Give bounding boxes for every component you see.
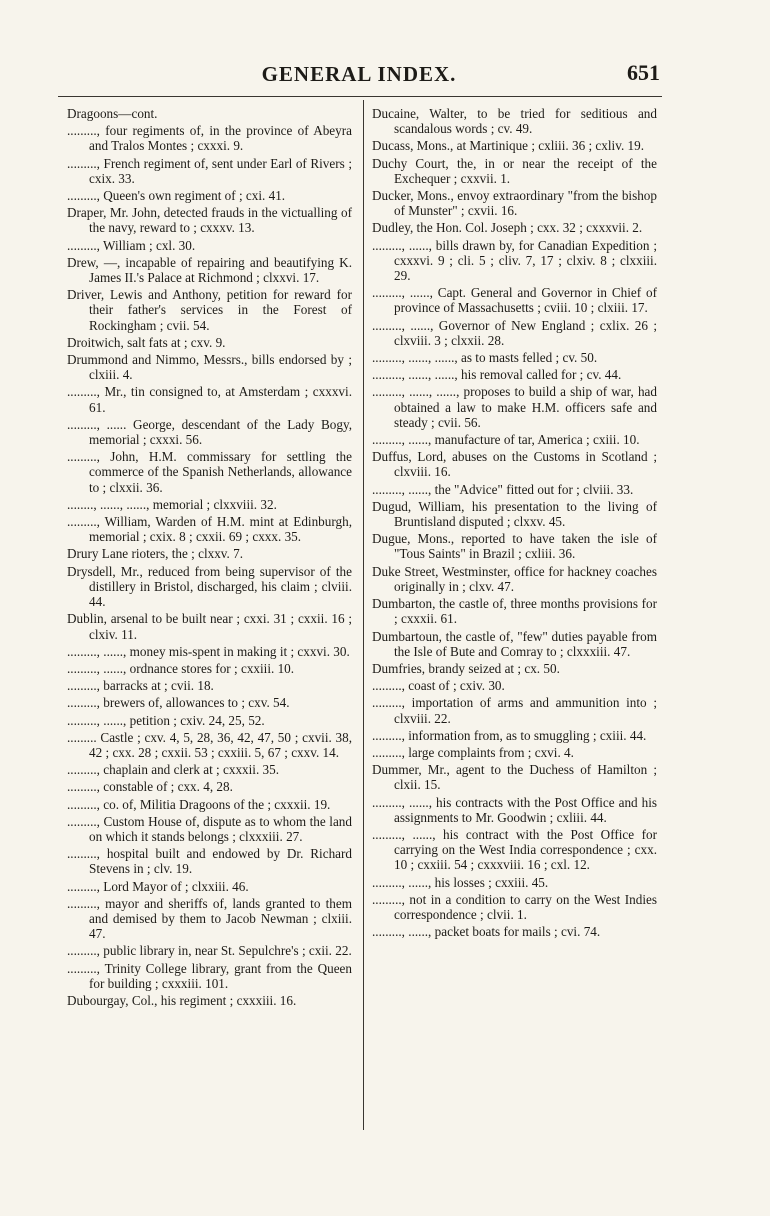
page-number: 651	[627, 60, 660, 85]
index-entry: ........., ......, packet boats for mails ; cvi. 74.	[372, 924, 601, 940]
index-entry: ........., William, Warden of H.M. mint at Edinburgh, memorial ; cxix. 8 ; cxxii. 69 ; cxxx. 35.	[67, 514, 352, 545]
index-entry: ........., mayor and sheriffs of, lands granted to them and demised by them to Jacob Newman ; clxiii. 47.	[67, 895, 352, 942]
header-rule	[58, 96, 662, 97]
index-entry: ........., Trinity College library, grant from the Queen for building ; cxxxiii. 101.	[67, 960, 352, 991]
index-entry: ........., large complaints from ; cxvi. 4.	[372, 744, 574, 760]
index-entry: ........., ......, ordnance stores for ; cxxiii. 10.	[67, 660, 295, 676]
index-entry: ........., Queen's own regiment of ; cxi. 41.	[67, 188, 286, 204]
index-entry: ........., William ; cxl. 30.	[67, 237, 196, 253]
index-entry: ........., ......, his losses ; cxxiii. 45.	[372, 874, 549, 890]
index-entry: ........., Mr., tin consigned to, at Amsterdam ; cxxxvi. 61.	[67, 384, 352, 415]
index-entry: ........., ......, bills drawn by, for Canadian Expedition ; cxxxvi. 9 ; cli. 5 ; cliv. 7, 17 ; clxiv. 8 ; clxxiii. 29.	[372, 237, 657, 284]
index-entry: ........., ......, ......, as to masts felled ; cv. 50.	[372, 350, 598, 366]
index-entry: Dugud, William, his presentation to the living of Bruntisland disputed ; clxxv. 45.	[372, 498, 657, 530]
page-header	[58, 62, 660, 90]
index-entry: ........., hospital built and endowed by Dr. Richard Stevens in ; clv. 19.	[67, 846, 352, 877]
index-entry: ........., information from, as to smuggling ; cxiii. 44.	[372, 727, 647, 743]
index-entry: ........., four regiments of, in the province of Abeyra and Tralos Montes ; cxxxi. 9.	[67, 123, 352, 154]
index-entry: Duke Street, Westminster, office for hackney coaches originally in ; clxv. 47.	[372, 563, 657, 594]
right-column	[372, 106, 657, 941]
index-entry: ........., coast of ; cxiv. 30.	[372, 678, 505, 694]
index-entry: ........., importation of arms and ammunition into ; clxviii. 22.	[372, 695, 657, 726]
index-entry: ........., ......, petition ; cxiv. 24, 25, 52.	[67, 712, 265, 728]
index-entry: ........, ......, ......, memorial ; clxxviii. 32.	[67, 496, 277, 512]
index-entry: Dublin, arsenal to be built near ; cxxi. 31 ; cxxii. 16 ; clxiv. 11.	[67, 611, 352, 642]
index-entry: ........., ......, the "Advice" fitted out for ; clviii. 33.	[372, 481, 634, 497]
index-entry: ........., ......, Capt. General and Governor in Chief of province of Massachusetts ; cviii. 10 ; clxiii. 17.	[372, 285, 657, 316]
index-entry: ........., not in a condition to carry on the West Indies correspondence ; clvii. 1.	[372, 891, 657, 922]
index-entry: Dubourgay, Col., his regiment ; cxxxiii. 16.	[67, 992, 297, 1008]
index-entry: Drummond and Nimmo, Messrs., bills endorsed by ; clxiii. 4.	[67, 352, 352, 383]
index-entry: ........., ......, ......, his removal called for ; cv. 44.	[372, 367, 622, 383]
index-entry: Drew, —, incapable of repairing and beautifying K. James II.'s Palace at Richmond ; clxxvi. 17.	[67, 254, 352, 286]
index-entry: Droitwich, salt fats at ; cxv. 9.	[67, 334, 226, 350]
index-entry: Dumfries, brandy seized at ; cx. 50.	[372, 660, 560, 676]
index-entry: Drury Lane rioters, the ; clxxv. 7.	[67, 546, 244, 562]
index-entry: ........., ......, his contracts with the Post Office and his assignments to Mr. Goodwin ; cxliii. 44.	[372, 794, 657, 825]
index-entry: Dummer, Mr., agent to the Duchess of Hamilton ; clxii. 15.	[372, 762, 657, 793]
index-entry: Dugue, Mons., reported to have taken the isle of "Tous Saints" in Brazil ; cxliii. 36.	[372, 531, 657, 562]
index-entry: ........., ...... George, descendant of the Lady Bogy, memorial ; cxxxi. 56.	[67, 416, 352, 448]
index-entry: Dragoons—cont.	[67, 106, 158, 121]
left-column	[67, 106, 352, 1010]
index-entry: Driver, Lewis and Anthony, petition for reward for their father's services in the Forest of Rockingham ; cvii. 54.	[67, 287, 352, 333]
index-entry: ......... Castle ; cxv. 4, 5, 28, 36, 42, 47, 50 ; cxvii. 38, 42 ; cxx. 28 ; cxxii. 53 ; cxxiii. 5, 67 ; cxxv. 14.	[67, 729, 352, 760]
index-entry: Duchy Court, the, in or near the receipt of the Exchequer ; cxxvii. 1.	[372, 155, 657, 186]
index-entry: Ducaine, Walter, to be tried for seditious and scandalous words ; cv. 49.	[372, 106, 657, 137]
index-entry: ........., French regiment of, sent under Earl of Rivers ; cxix. 33.	[67, 155, 352, 186]
index-entry: Draper, Mr. John, detected frauds in the victualling of the navy, reward to ; cxxxv. 13.	[67, 205, 352, 236]
index-entry: ........., constable of ; cxx. 4, 28.	[67, 779, 233, 795]
index-entry: ........., public library in, near St. Sepulchre's ; cxii. 22.	[67, 943, 352, 959]
running-title: GENERAL INDEX.	[261, 62, 457, 86]
index-entry: ........., ......, his contract with the Post Office for carrying on the West India correspondence ; cxx. 10 ; cxxiii. 54 ; cxxxviii. 16 ; cxl. 12.	[372, 826, 657, 873]
index-entry: ........., Custom House of, dispute as to whom the land on which it stands belongs ; clxxxiii. 27.	[67, 813, 352, 844]
index-entry: Ducker, Mons., envoy extraordinary "from the bishop of Munster" ; cxvii. 16.	[372, 188, 657, 219]
index-entry: ........., barracks at ; cvii. 18.	[67, 678, 214, 694]
index-entry: ........., ......, manufacture of tar, America ; cxiii. 10.	[372, 432, 640, 448]
index-entry: ........., ......, ......, proposes to build a ship of war, had obtained a law to make H.M. officers safe and steady ; cvii. 56.	[372, 384, 657, 430]
index-entry: ........., chaplain and clerk at ; cxxxii. 35.	[67, 762, 280, 778]
index-entry: Dumbartoun, the castle of, "few" duties payable from the Isle of Bute and Comray to ; clxxxiii. 47.	[372, 628, 657, 659]
index-entry: ........., brewers of, allowances to ; cxv. 54.	[67, 695, 290, 711]
index-entry: ........., ......, Governor of New England ; cxlix. 26 ; clxviii. 3 ; clxxii. 28.	[372, 317, 657, 348]
index-entry: ........., co. of, Militia Dragoons of the ; cxxxii. 19.	[67, 796, 331, 812]
index-entry: ........., John, H.M. commissary for settling the commerce of the Spanish Netherlands, allowance to ; clxxii. 36.	[67, 449, 352, 495]
index-entry: ........., ......, money mis-spent in making it ; cxxvi. 30.	[67, 643, 350, 659]
index-entry: ........., Lord Mayor of ; clxxiii. 46.	[67, 878, 249, 894]
index-entry: Ducass, Mons., at Martinique ; cxliii. 36 ; cxliv. 19.	[372, 138, 645, 154]
index-entry: Dumbarton, the castle of, three months provisions for ; cxxxii. 61.	[372, 596, 657, 627]
index-entry: Dudley, the Hon. Col. Joseph ; cxx. 32 ; cxxxvii. 2.	[372, 220, 643, 236]
index-entry: Drysdell, Mr., reduced from being supervisor of the distillery in Bristol, discharged, his claim ; clviii. 44.	[67, 563, 352, 610]
index-entry: Duffus, Lord, abuses on the Customs in Scotland ; clxviii. 16.	[372, 449, 657, 480]
column-divider	[363, 100, 364, 1130]
